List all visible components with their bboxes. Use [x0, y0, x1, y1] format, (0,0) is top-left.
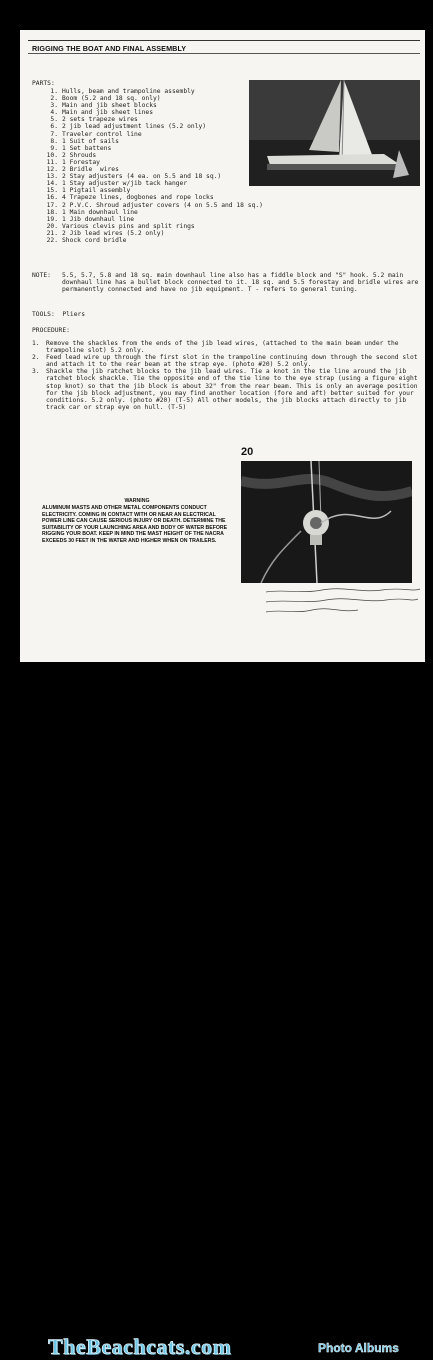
- parts-item-number: 14.: [46, 180, 58, 188]
- procedure-step-number: 2.: [32, 354, 40, 362]
- parts-item-number: 9.: [50, 144, 58, 152]
- parts-item-number: 17.: [46, 201, 58, 209]
- parts-item: [32, 95, 263, 102]
- parts-item-text: 4 Trapeze lines, dogbones and rope locks: [62, 194, 214, 202]
- tools-line: TOOLS: Pliers: [32, 311, 86, 318]
- procedure-step-text: Shackle the jib ratchet blocks to the jib lead wires. Tie a knot in the tie line around the jib ratchet block shackle. Tie the opposite end of the tie line to the eye strap (using a figure eight stop knot) so that the jib block is about 32" from the rear beam. This is only an average position for the jib block adjustment, you may find another location (fore and aft) better suited for your conditions. 5.2 only. (photo #20) (T-5) All other models, the jib blocks attach directly to jib track car or strap eye on hull. (T-5): [46, 368, 418, 411]
- parts-item: [32, 194, 263, 201]
- parts-item-text: Main and jib sheet blocks: [62, 102, 157, 110]
- parts-item: [32, 187, 263, 194]
- parts-item-text: 2 jib lead adjustment lines (5.2 only): [62, 123, 207, 131]
- parts-item-number: 6.: [50, 123, 58, 131]
- figure-number: 20: [241, 446, 254, 458]
- catamaran-photo: [249, 80, 420, 186]
- parts-item-text: 2 Stay adjusters (4 ea. on 5.5 and 18 sq.): [62, 173, 222, 181]
- parts-item-number: 15.: [46, 187, 58, 195]
- parts-list: [32, 88, 263, 244]
- parts-item-number: 20.: [46, 222, 58, 230]
- parts-item-number: 19.: [46, 215, 58, 223]
- parts-item: [32, 88, 263, 95]
- procedure-step: [32, 340, 424, 354]
- parts-item: [32, 123, 263, 130]
- jib-block-photo: [241, 461, 412, 583]
- note-text: 5.5, 5.7, 5.8 and 18 sq. main downhaul line also has a fiddle block and "S" hook. 5.2 main downhaul line has a bullet block connected to it. 18 sq. and 5.5 forestay and bridle wires are permanently connected and have no jib equipment. T - refers to general tuning.: [62, 272, 419, 294]
- parts-heading: PARTS:: [32, 80, 55, 87]
- parts-item-text: 2 Bridle wires: [62, 166, 119, 174]
- parts-item: [32, 152, 263, 159]
- parts-item-text: 1 Forestay: [62, 158, 100, 166]
- parts-item-number: 3.: [50, 102, 58, 110]
- parts-item: [32, 116, 263, 123]
- parts-item-number: 18.: [46, 208, 58, 216]
- parts-item: [32, 109, 263, 116]
- parts-item-number: 1.: [50, 88, 58, 95]
- parts-item: [32, 180, 263, 187]
- parts-item-text: Boom (5.2 and 18 sq. only): [62, 95, 161, 103]
- parts-item: [32, 223, 263, 230]
- warning-title: WARNING: [124, 498, 150, 504]
- note-label: NOTE:: [32, 272, 51, 279]
- top-divider: [28, 40, 420, 41]
- parts-item-number: 10.: [46, 151, 58, 159]
- parts-item-text: Main and jib sheet lines: [62, 109, 153, 117]
- parts-item: [32, 131, 263, 138]
- handwritten-annotation: [262, 584, 422, 624]
- parts-item-number: 8.: [50, 137, 58, 145]
- parts-item: [32, 237, 263, 244]
- title-underline: [28, 53, 420, 54]
- watermark-footer: [0, 664, 433, 1359]
- parts-item-number: 7.: [50, 130, 58, 138]
- parts-item-number: 11.: [46, 158, 58, 166]
- parts-item-text: Hulls, beam and trampoline assembly: [62, 88, 195, 95]
- parts-item-text: 1 Suit of sails: [62, 137, 119, 145]
- parts-item: [32, 209, 263, 216]
- photo-albums-label: Photo Albums: [318, 1341, 399, 1355]
- parts-item-text: 2 P.V.C. Shroud adjuster covers (4 on 5.5 and 18 sq.): [62, 201, 263, 209]
- parts-item-text: Traveler control line: [62, 130, 142, 138]
- parts-item: [32, 173, 263, 180]
- page-title: RIGGING THE BOAT AND FINAL ASSEMBLY: [32, 44, 187, 53]
- parts-item-number: 22.: [46, 236, 58, 244]
- parts-item-text: 1 Main downhaul line: [62, 208, 138, 216]
- note-block: [32, 272, 422, 293]
- procedure-step: [32, 354, 424, 368]
- procedure-steps: [32, 340, 424, 411]
- parts-item: [32, 216, 263, 223]
- parts-item: [32, 102, 263, 109]
- parts-item-text: 1 Jib downhaul line: [62, 215, 135, 223]
- procedure-step-number: 3.: [32, 368, 40, 376]
- parts-item: [32, 166, 263, 173]
- parts-item-number: 16.: [46, 194, 58, 202]
- parts-item-number: 2.: [50, 95, 58, 103]
- parts-item-text: 1 Pigtail assembly: [62, 187, 131, 195]
- procedure-step-text: Remove the shackles from the ends of the jib lead wires, (attached to the main beam under the trampoline slot) 5.2 only.: [46, 340, 399, 355]
- parts-item-text: 2 Jib lead wires (5.2 only): [62, 229, 165, 237]
- site-logo: TheBeachcats.com: [48, 1334, 232, 1359]
- parts-item-number: 5.: [50, 116, 58, 124]
- parts-item-text: Various clevis pins and split rings: [62, 222, 195, 230]
- procedure-heading: PROCEDURE:: [32, 327, 70, 334]
- parts-item: [32, 230, 263, 237]
- parts-item-number: 21.: [46, 229, 58, 237]
- parts-item: [32, 145, 263, 152]
- parts-item-number: 13.: [46, 173, 58, 181]
- parts-item-text: 1 Stay adjuster w/jib tack hanger: [62, 180, 188, 188]
- parts-item: [32, 138, 263, 145]
- procedure-step: [32, 368, 424, 411]
- warning-text: ALUMINUM MASTS AND OTHER METAL COMPONENTS CONDUCT ELECTRICITY. COMING IN CONTACT WITH OR NEAR AN ELECTRICAL POWER LINE CAN CAUSE SERIOUS INJURY OR DEATH. DETERMINE THE SUITABILITY OF YOUR LAUNCHING AREA AND BODY OF WATER BEFORE RIGGING YOUR BOAT. KEEP IN MIND THE MAST HEIGHT OF THE NACRA EXCEEDS 30 FEET IN THE WATER AND HIGHER WHEN ON TRAILERS.: [42, 505, 228, 544]
- procedure-step-text: Feed lead wire up through the first slot in the trampoline continuing down through the second slot and attach it to the rear beam at the strap eye. (photo #20) 5.2 only.: [46, 354, 418, 369]
- parts-item-text: 2 Shrouds: [62, 151, 97, 159]
- parts-item: [32, 159, 263, 166]
- parts-item-text: Shock cord bridle: [62, 236, 127, 244]
- parts-item-number: 12.: [46, 166, 58, 174]
- parts-item-number: 4.: [50, 109, 58, 117]
- parts-item: [32, 202, 263, 209]
- parts-item-text: 1 Set battens: [62, 144, 112, 152]
- procedure-step-number: 1.: [32, 340, 40, 347]
- parts-item-text: 2 sets trapeze wires: [62, 116, 138, 124]
